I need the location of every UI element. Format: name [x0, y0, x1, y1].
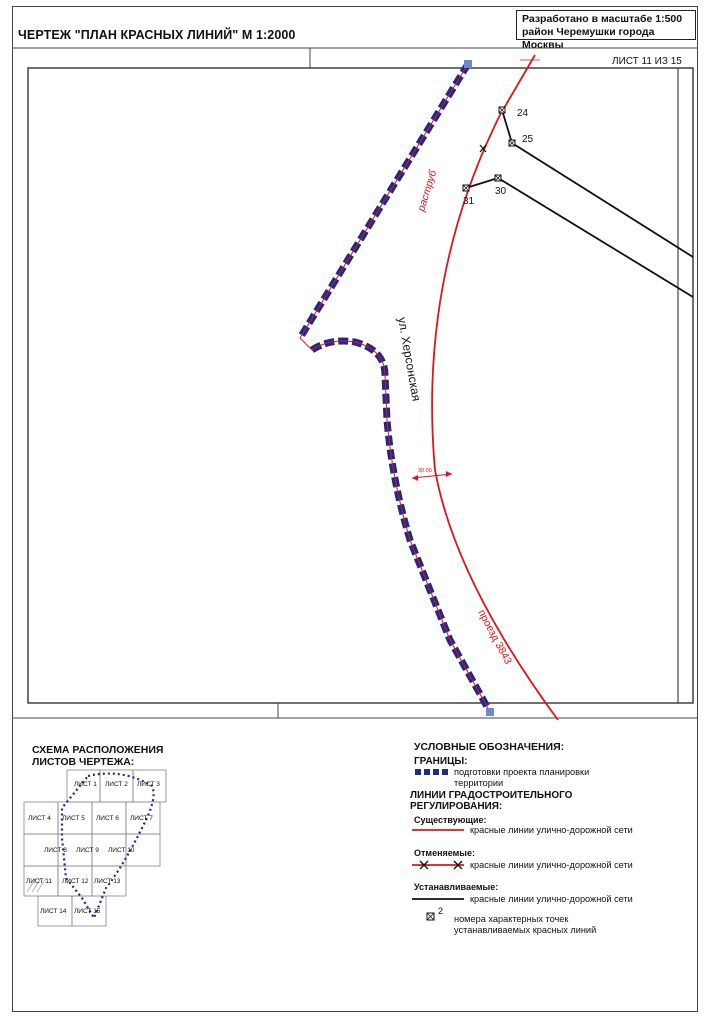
- planning-boundary: [300, 60, 494, 716]
- rastrub-label: раструб: [415, 168, 440, 213]
- point-legend-icon: [426, 912, 436, 922]
- point-label-25: 25: [522, 134, 534, 145]
- point-label-30: 30: [495, 186, 507, 197]
- sheet-label-12: ЛИСТ 12: [62, 878, 89, 885]
- point-legend-text: [454, 914, 596, 936]
- dimension-label: 30.00: [418, 468, 432, 474]
- legend-boundaries-heading: ГРАНИЦЫ:: [414, 756, 468, 767]
- sheet-label-6: ЛИСТ 6: [96, 815, 119, 822]
- sheet-label-5: ЛИСТ 5: [62, 815, 85, 822]
- sheet-scheme-title-line1: СХЕМА РАСПОЛОЖЕНИЯ: [32, 744, 164, 756]
- sheet-label-13: ЛИСТ 13: [94, 878, 121, 885]
- reg-lines-line2: РЕГУЛИРОВАНИЯ:: [410, 801, 503, 812]
- sheet-label-1: ЛИСТ 1: [74, 781, 97, 788]
- point-24-icon: [499, 107, 505, 113]
- established-red-lines: [466, 110, 693, 297]
- legend-cancelled-heading: Отменяемые:: [414, 848, 475, 858]
- legend-reg-lines-heading: [410, 790, 572, 812]
- existing-legend-text: красные линии улично-дорожной сети: [470, 825, 633, 835]
- sheet-label-15: ЛИСТ 15: [74, 908, 101, 915]
- district-line: район Черемушки города Москвы: [522, 26, 655, 51]
- sheet-label-7: ЛИСТ 7: [130, 815, 153, 822]
- point-markers: [463, 107, 515, 191]
- sheet-number: ЛИСТ 11 ИЗ 15: [612, 56, 682, 67]
- sheet-scheme: [22, 768, 182, 930]
- reg-lines-line1: ЛИНИИ ГРАДОСТРОИТЕЛЬНОГО: [410, 790, 573, 801]
- sheet-label-11: ЛИСТ 11: [26, 878, 52, 885]
- point-legend-line1: номера характерных точек: [454, 914, 569, 924]
- established-line-icon: [410, 894, 466, 904]
- cancelled-line-icon: [410, 858, 466, 872]
- point-label-31: 31: [463, 196, 475, 207]
- existing-red-line: [432, 55, 558, 720]
- existing-line-icon: [410, 825, 466, 835]
- point-legend-sample: 2: [438, 906, 444, 916]
- sheet-label-3: ЛИСТ 3: [137, 781, 160, 788]
- legend-title: УСЛОВНЫЕ ОБОЗНАЧЕНИЯ:: [414, 741, 565, 753]
- legend-established-heading: Устанавливаемые:: [414, 882, 499, 892]
- drawing-title: ЧЕРТЕЖ "ПЛАН КРАСНЫХ ЛИНИЙ" М 1:2000: [18, 28, 296, 42]
- sheet-label-14: ЛИСТ 14: [40, 908, 67, 915]
- sheet-label-10: ЛИСТ 10: [108, 847, 135, 854]
- point-31-icon: [463, 185, 469, 191]
- sheet-scheme-title: [32, 744, 163, 768]
- sheet-label-4: ЛИСТ 4: [28, 815, 51, 822]
- boundary-legend-line1: подготовки проекта планировки: [454, 767, 590, 777]
- sheet-scheme-title-line2: ЛИСТОВ ЧЕРТЕЖА:: [32, 756, 135, 768]
- sheet-label-8: ЛИСТ 8: [44, 847, 67, 854]
- boundary-legend-icon: [414, 766, 450, 778]
- scale-line: Разработано в масштабе 1:500: [522, 13, 683, 25]
- cancelled-legend-text: красные линии улично-дорожной сети: [470, 860, 633, 870]
- point-label-24: 24: [517, 108, 529, 119]
- sheet-label-2: ЛИСТ 2: [105, 781, 128, 788]
- sheet-label-9: ЛИСТ 9: [76, 847, 99, 854]
- point-25-icon: [509, 140, 515, 146]
- point-legend-line2: устанавливаемых красных линий: [454, 925, 597, 935]
- established-legend-text: красные линии улично-дорожной сети: [470, 894, 633, 904]
- boundary-legend-text: [454, 767, 589, 789]
- point-30-icon: [495, 175, 501, 181]
- map-frame: [28, 68, 693, 703]
- boundary-legend-line2: территории: [454, 778, 504, 788]
- legend-existing-heading: Существующие:: [414, 815, 487, 825]
- street-label: ул. Херсонская: [395, 316, 424, 403]
- proezd-label: проезд 3843: [475, 607, 515, 667]
